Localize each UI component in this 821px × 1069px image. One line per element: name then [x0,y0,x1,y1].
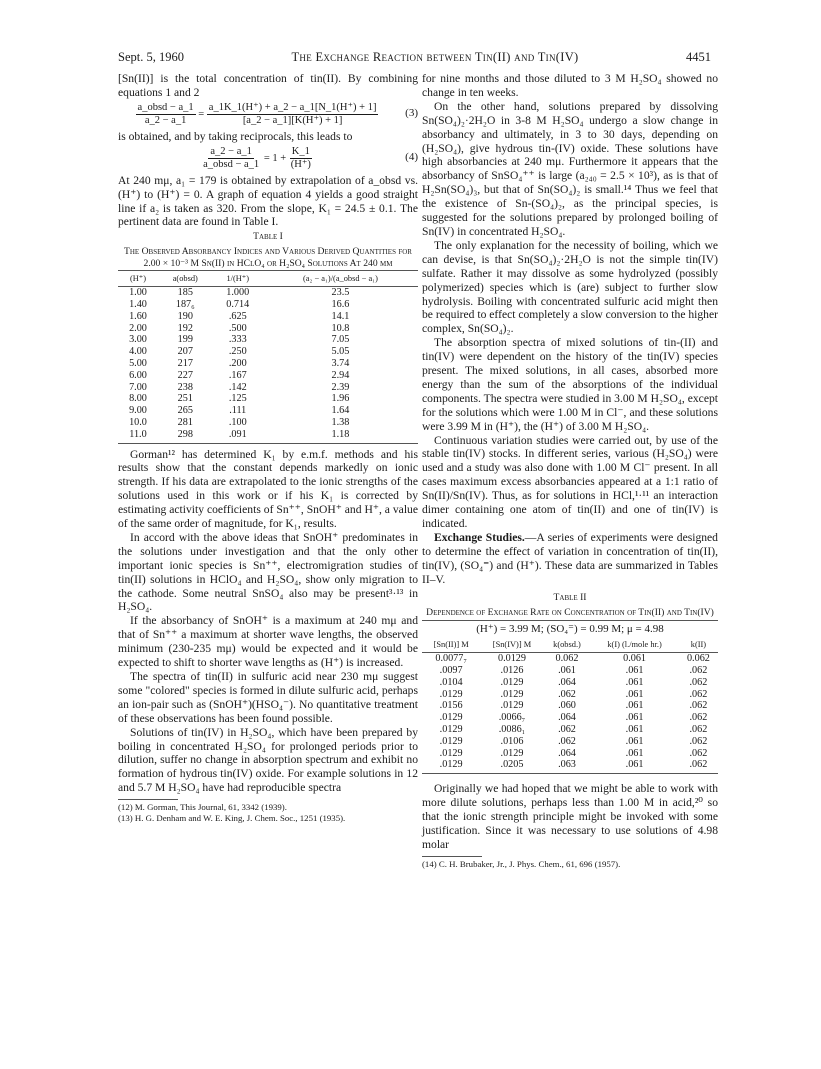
table-cell: 6.00 [129,369,147,381]
footnote: (12) M. Gorman, This Journal, 61, 3342 (1939). [118,802,287,813]
equation-term: = 1 + [263,152,287,164]
table-cell: .060 [558,700,576,712]
paragraph: The spectra of tin(II) in sulfuric acid near 230 mμ suggest some "colored" species is formed in dilute sulfuric acid, perhaps an ion-pair such as (SnOH⁺)(HSO₄⁻). No quantitative treatment of these observations has been found possible. [118,670,418,725]
column-header: k(obsd.) [544,638,591,652]
equation-term: a_1K_1(H⁺) + a_2 − a_1[N_1(H⁺) + 1] [208,101,377,113]
table-cell: .500 [228,322,247,334]
table-cell: 190 [177,310,193,322]
table-row [118,299,418,311]
table-cell: .0129 [500,700,524,712]
table-cell: 1.00 [129,287,147,299]
table-cell: 0.0077₇ [435,653,467,665]
table-2-caption: Dependence of Exchange Rate on Concentration of Tin(II) and Tin(IV) [426,606,714,618]
table-cell: .625 [228,310,247,322]
table-row [118,429,418,443]
table-cell: 251 [177,393,193,405]
paragraph: Gorman¹² has determined K₁ by e.m.f. methods and his results show that the constant depends markedly on ionic strength. If his data are extrapolated to the ionic strengths of the solutions used in this work or if his K₁ is corrected by estimating activity coefficients of Sn⁺⁺, SnOH⁺ and H⁺, a value of the same order of magnitude, for K₁, results. [118,447,418,531]
table-row [118,358,418,370]
table-row [422,759,718,773]
table-cell: .061 [625,665,644,677]
table-cell: .0129 [439,712,463,724]
table-cell: 265 [177,405,193,417]
table-cell: .062 [558,688,576,700]
paragraph [422,531,718,587]
table-cell: .062 [689,665,708,677]
table-cell: .0156 [439,700,463,712]
table-cell: .064 [558,712,576,724]
column-header: a(obsd) [158,271,213,287]
paragraph: for nine months and those diluted to 3 M H₂SO₄ showed no change in ten weeks. [422,72,718,99]
right-column [422,72,718,870]
table-cell: 3.00 [129,334,147,346]
table-row [422,724,718,736]
left-column [118,72,418,824]
table-cell: 16.6 [331,298,350,310]
equation-number: (4) [405,151,418,164]
table-cell: .062 [689,724,708,736]
table-cell: 0.062 [686,653,710,665]
table-cell: 1.38 [331,416,350,428]
table-row [118,393,418,405]
column-header: (a₂ − a₁)/(a_obsd − a₁) [263,271,418,287]
column-header: [Sn(II)] M [422,638,480,652]
equation-number: (3) [405,107,418,120]
table-cell: 192 [177,322,193,334]
table-cell: .200 [228,357,247,369]
table-cell: 2.39 [331,381,350,393]
equation-term: [a_2 − a_1][K(H⁺) + 1] [242,114,343,126]
table-cell: 1.18 [263,429,418,443]
table-row [422,700,718,712]
table-cell: 281 [177,416,193,428]
paragraph: The only explanation for the necessity of boiling, which we can devise, is that Sn(SO₄)₂·2H₂O is not the simple tin(IV) sulfate. Rather it may dissolve as some hydrolyzed (possibly polymerized) species which is (are) subject to further slow hydrolysis. Boiling with concentrated sulfuric acid might then be required to effect completely a slow conversion to the higher complex, Sn(SO₄)₂. [422,238,718,336]
table-cell: .062 [689,688,708,700]
table-cell: 298 [158,429,213,443]
table-cell: 7.05 [331,334,350,346]
table-1 [118,270,418,443]
paragraph: If the absorbancy of SnOH⁺ is a maximum at 240 mμ and that of Sn⁺⁺ a maximum at shorter wave lengths, the observed minimum (230-235 mμ) would be expected and it would be expected to shift to shorter wave lengths as (H⁺) is increased. [118,614,418,670]
table-cell: .062 [558,735,576,747]
header-title: The Exchange Reaction between Tin(II) and Tin(IV) [291,50,579,64]
equation-term: a_obsd − a_1 [203,158,260,170]
table-cell: 14.1 [331,310,350,322]
table-cell: .0097 [439,665,463,677]
equation-term: a_obsd − a_1 [137,101,194,113]
table-cell: 11.0 [118,429,158,443]
table-row [118,382,418,394]
column-header: k(II) [679,638,718,652]
table-cell: 7.00 [129,381,147,393]
table-cell: 1.64 [331,405,350,417]
table-cell: .0129 [500,688,524,700]
table-row [422,665,718,677]
table-cell: .0129 [422,759,480,773]
table-row [118,334,418,346]
table-row [118,311,418,323]
table-cell: .0066₇ [498,712,526,724]
footnote-rule [422,856,482,857]
table-2 [422,638,718,774]
table-1-caption: The Observed Absorbancy Indices and Various Derived Quantities for 2.00 × 10⁻³ M Sn(II) in HClO₄ or H₂SO₄ Solutions At 240 mμ [124,246,412,270]
table-cell: .111 [229,405,247,417]
table-cell: .064 [558,747,576,759]
equation-term: (H⁺) [290,158,311,170]
table-cell: .062 [679,759,718,773]
table-header-row [422,638,718,652]
table-cell: .061 [625,676,644,688]
paragraph-text: —A series of experiments were designed to determine the effect of variation in concentration of tin(II), tin(IV), (SO₄⁼) and (H⁺). These data are summarized in Tables II–V. [422,530,718,586]
table-cell: 1.40 [129,298,147,310]
table-cell: .061 [625,747,644,759]
table-row [118,370,418,382]
table-cell: 0.062 [555,653,579,665]
paragraph: Originally we had hoped that we might be able to work with more dilute solutions, perhaps less than 1.00 M in acid,²⁰ so that the ionic strength principle might be invoked with some justification. Since it was necessary to use solutions of 4.98 molar [422,782,718,851]
table-2-label: Table II [553,591,587,603]
table-cell: 185 [177,287,193,299]
table-cell: .0205 [480,759,543,773]
paragraph: Solutions of tin(IV) in H₂SO₄, which have been prepared by boiling in concentrated H₂SO₄ for prolonged periods prior to dilution, suffer no change in absorption spectrum and exhibit no formation of hydrous tin(IV) oxide. For example solutions in 12 and 5.7 M H₂SO₄ have had reproducible spectra [118,725,418,795]
table-cell: .062 [689,735,708,747]
paragraph: is obtained, and by taking reciprocals, this leads to [118,129,353,143]
paragraph: On the other hand, solutions prepared by dissolving Sn(SO₄)₂·2H₂O in 3-8 M H₂SO₄ undergo a slow change in absorbancy and ultimately, in 3 to 30 days, depending on (H₂SO₄), give hydrous tin-(IV) oxide. These solutions have high absorbancies at 240 mμ. Furthermore it appears that the absorbancy of SnSO₄⁺⁺ is large (a₂₄₀ = 2.5 × 10³), as is that of H₂Sn(SO₄)₃, but that of Sn(SO₄)₂ is small.¹⁴ Thus we feel that the existence of Sn-(SO₄)₂, as the principal species, is suggested for the solutions prepared by prolonged boiling of Sn(IV) in concentrated H₂SO₄. [422,99,718,238]
table-cell: .064 [558,676,576,688]
table-row [118,346,418,358]
table-cell: 23.5 [331,287,350,299]
table-cell: .0126 [500,665,524,677]
equation-term: K_1 [291,145,310,157]
table-cell: 1.60 [129,310,147,322]
table-cell: 207 [177,346,193,358]
table-row [422,653,718,665]
table-1-label: Table I [253,231,283,243]
paragraph: The absorption spectra of mixed solutions of tin-(II) and tin(IV) were dependent on the history of the tin(IV) species present. The mixed solutions, in all cases, absorbed more energy than the sum of the absorptions of the individual components. The spectra were studied in 3.00 M H₂SO₄, except for the solutions which were 1.00 M in Cl⁻, and these solutions were 3.99 M in (H⁺), the (H⁺) of 3.00 M H₂SO₄. [422,336,718,433]
section-heading: Exchange Studies. [434,530,525,544]
table-cell: .250 [228,346,247,358]
table-cell: 227 [177,369,193,381]
paragraph: In accord with the above ideas that SnOH⁺ predominates in the solutions under investigation and that the only other important ionic species is Sn⁺⁺, electromigration studies of tin(II) solutions in HClO₄ and H₂SO₄, show only migration to the cathode. Some neutral SnSO₄ also may be present³·¹³ in H₂SO₄. [118,530,418,614]
header-page-number: 4451 [686,50,711,64]
table-cell: 238 [177,381,193,393]
table-cell: 5.00 [129,357,147,369]
table-cell: 10.0 [129,416,147,428]
table-cell: .062 [689,700,708,712]
table-cell: .0129 [439,747,463,759]
header-date: Sept. 5, 1960 [118,50,184,64]
table-cell: 5.05 [331,346,350,358]
equation-term: a_2 − a_1 [210,145,252,157]
table-cell: 1.000 [226,287,250,299]
equation-3 [118,102,418,127]
table-cell: .0129 [500,747,524,759]
paragraph: [Sn(II)] is the total concentration of tin(II). By combining equations 1 and 2 [118,72,418,99]
table-cell: 217 [177,357,193,369]
table-cell: .061 [558,665,576,677]
table-cell: .091 [213,429,263,443]
equation-term: a_2 − a_1 [144,114,187,126]
table-cell: 2.00 [129,322,147,334]
table-row [422,736,718,748]
table-2-conditions: (H⁺) = 3.99 M; (SO₄⁼) = 0.99 M; μ = 4.98 [422,620,718,637]
footnote: (14) C. H. Brubaker, Jr., J. Phys. Chem., 61, 696 (1957). [422,858,621,869]
table-row [422,677,718,689]
table-row [422,712,718,724]
column-header: [Sn(IV)] M [480,638,543,652]
table-cell: .167 [228,369,247,381]
table-cell: .100 [228,416,247,428]
table-row [118,405,418,417]
table-cell: 8.00 [129,393,147,405]
table-cell: .061 [625,688,644,700]
table-cell: .0106 [500,735,524,747]
table-cell: .061 [625,700,644,712]
table-cell: .0104 [439,676,463,688]
table-cell: .0129 [500,676,524,688]
table-cell: 187₆ [175,298,195,310]
table-cell: 0.0129 [497,653,526,665]
table-cell: 3.74 [331,357,350,369]
table-row [422,748,718,760]
equation-4 [118,146,418,171]
table-cell: 0.061 [623,653,647,665]
table-cell: .063 [544,759,591,773]
table-cell: 0.714 [226,298,250,310]
table-row [422,689,718,701]
column-header: k(I) (l./mole hr.) [590,638,679,652]
running-header [118,50,711,68]
table-cell: .062 [558,724,576,736]
table-cell: .062 [689,747,708,759]
table-cell: .0086₁ [498,724,526,736]
table-cell: .0129 [439,724,463,736]
table-cell: .125 [228,393,247,405]
footnote: (13) H. G. Denham and W. E. King, J. Chem. Soc., 1251 (1935). [118,813,346,824]
table-cell: 1.96 [331,393,350,405]
table-cell: .061 [625,724,644,736]
table-header-row [118,271,418,287]
table-cell: .333 [228,334,247,346]
table-cell: 9.00 [129,405,147,417]
table-cell: 2.94 [331,369,350,381]
table-cell: .142 [228,381,247,393]
table-cell: .061 [625,712,644,724]
table-row [118,417,418,429]
table-cell: .0129 [439,688,463,700]
column-header: (H⁺) [118,271,158,287]
table-cell: .061 [625,735,644,747]
table-cell: .0129 [439,735,463,747]
table-cell: .062 [689,676,708,688]
paragraph: At 240 mμ, a₁ = 179 is obtained by extrapolation of a_obsd vs. (H⁺) to (H⁺) = 0. A graph of equation 4 yields a good straight line if a₂ is taken as 320. From the slope, K₁ = 24.5 ± 0.1. The pertinent data are found in Table I. [118,173,418,229]
table-row [118,323,418,335]
table-cell: .061 [590,759,679,773]
table-cell: 4.00 [129,346,147,358]
table-cell: .062 [689,712,708,724]
table-cell: 10.8 [331,322,350,334]
paragraph: Continuous variation studies were carried out, by use of the stable tin(IV) stocks. In different series, various (H₂SO₄) were used and a study was also done with 1.00 M Cl⁻ present. In all cases maximum excess absorbancies appeared at a 1:1 ratio of Sn(II)/Sn(IV). Thus, as for solutions in HCl,¹·¹¹ an interaction dimer containing one atom of tin(II) and one of tin(IV) is indicated. [422,433,718,530]
table-cell: 199 [177,334,193,346]
table-row [118,287,418,299]
column-header: 1/(H⁺) [213,271,263,287]
equation-operator: = [198,108,205,120]
footnote-rule [118,799,178,800]
